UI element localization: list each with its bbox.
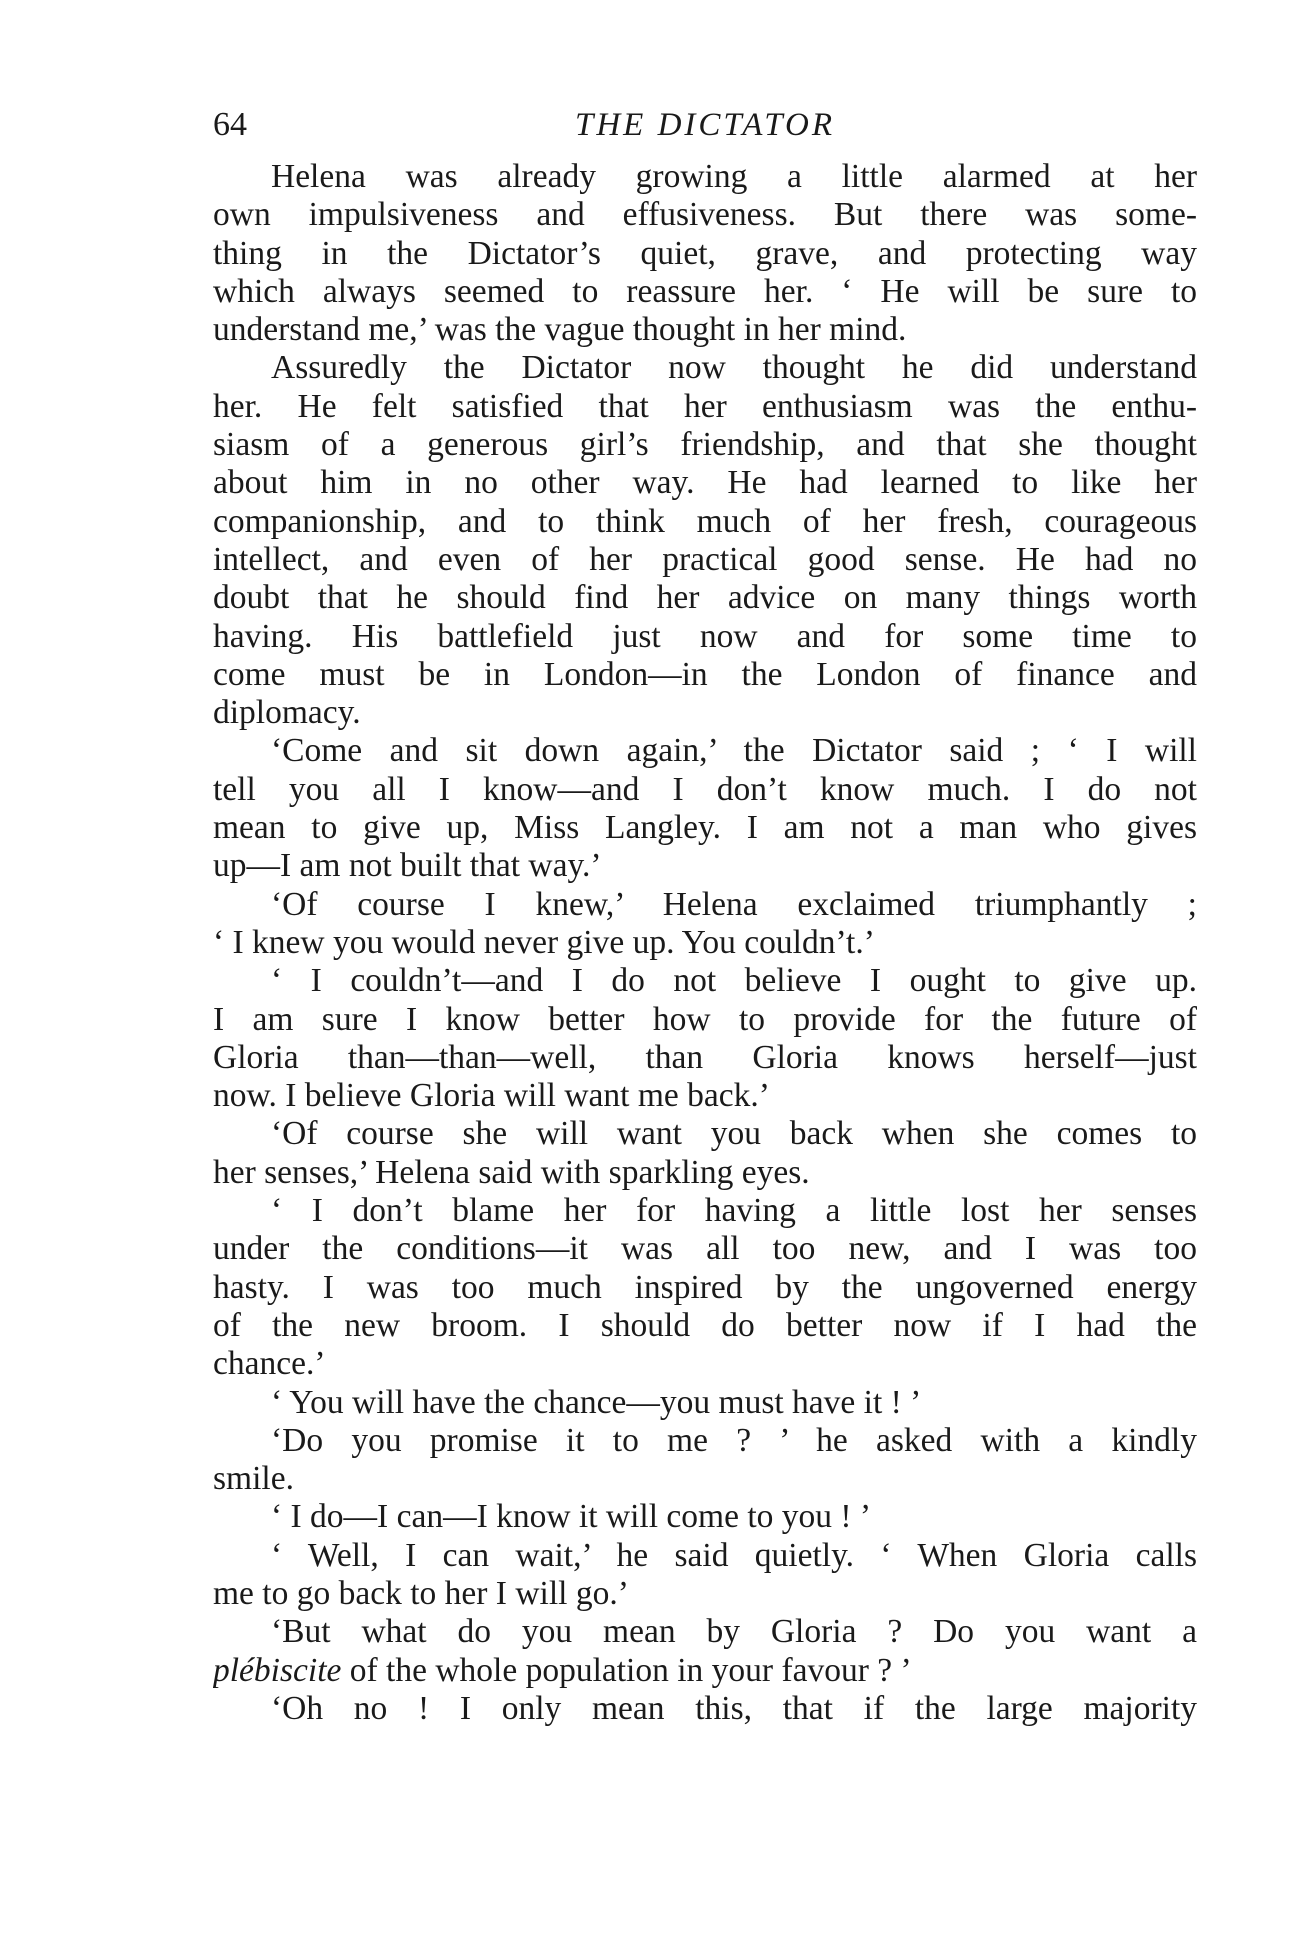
text-line-mixed: [213, 1652, 1197, 1690]
text-line: of the new broom. I should do better now if I had the: [213, 1306, 1197, 1344]
text-line: ‘But what do you mean by Gloria ? Do you want a: [271, 1613, 1197, 1651]
text-line: own impulsiveness and effusiveness. But there was some-: [213, 196, 1197, 234]
text-line: her. He felt satisfied that her enthusiasm was the enthu-: [213, 387, 1197, 425]
text-line: hasty. I was too much inspired by the ungoverned energy: [213, 1268, 1197, 1306]
text-line: doubt that he should find her advice on many things worth: [213, 579, 1197, 617]
text-line: ‘Do you promise it to me ? ’ he asked with a kindly: [271, 1421, 1197, 1459]
text-line: intellect, and even of her practical good sense. He had no: [213, 540, 1197, 578]
text-line: diplomacy.: [213, 694, 361, 732]
running-title: THE DICTATOR: [574, 107, 835, 143]
text-line: me to go back to her I will go.’: [213, 1574, 629, 1612]
text-line: tell you all I know—and I don’t know much. I do not: [213, 770, 1197, 808]
text-line: ‘ I do—I can—I know it will come to you ! ’: [271, 1498, 872, 1536]
text-line: ‘Oh no ! I only mean this, that if the large majority: [271, 1689, 1197, 1727]
text-line: ‘ I don’t blame her for having a little lost her senses: [271, 1192, 1197, 1230]
text-line: which always seemed to reassure her. ‘ He will be sure to: [213, 272, 1197, 310]
text-line: now. I believe Gloria will want me back.’: [213, 1077, 770, 1115]
text-line: smile.: [213, 1460, 294, 1498]
page-header: [213, 100, 1197, 150]
text-line: companionship, and to think much of her fresh, courageous: [213, 502, 1197, 540]
text-line: I am sure I know better how to provide for the future of: [213, 1000, 1197, 1038]
text-line: ‘ I couldn’t—and I do not believe I ought to give up.: [271, 962, 1197, 1000]
page-number: 64: [213, 106, 247, 143]
text-line: under the conditions—it was all too new, and I was too: [213, 1230, 1197, 1268]
text-line: Gloria than—than—well, than Gloria knows herself—just: [213, 1038, 1197, 1076]
text-run: of the whole population in your favour ? ’: [341, 1651, 912, 1689]
text-line: understand me,’ was the vague thought in her mind.: [213, 311, 907, 349]
text-line: chance.’: [213, 1345, 326, 1383]
text-line: come must be in London—in the London of finance and: [213, 655, 1197, 693]
text-line: thing in the Dictator’s quiet, grave, and protecting way: [213, 234, 1197, 272]
text-line: ‘Of course I knew,’ Helena exclaimed triumphantly ;: [271, 885, 1197, 923]
text-line: ‘Of course she will want you back when she comes to: [271, 1115, 1197, 1153]
text-line: siasm of a generous girl’s friendship, and that she thought: [213, 426, 1197, 464]
text-line: having. His battlefield just now and for some time to: [213, 617, 1197, 655]
italic-word: plébiscite: [213, 1651, 342, 1689]
text-line: ‘ You will have the chance—you must have it ! ’: [271, 1383, 922, 1421]
text-line: ‘ Well, I can wait,’ he said quietly. ‘ When Gloria calls: [271, 1536, 1197, 1574]
text-line: mean to give up, Miss Langley. I am not a man who gives: [213, 809, 1197, 847]
text-line: about him in no other way. He had learned to like her: [213, 464, 1197, 502]
text-line: up—I am not built that way.’: [213, 847, 602, 885]
text-line: Assuredly the Dictator now thought he did understand: [271, 349, 1197, 387]
text-line: ‘Come and sit down again,’ the Dictator said ; ‘ I will: [271, 732, 1197, 770]
text-line: her senses,’ Helena said with sparkling eyes.: [213, 1153, 810, 1191]
body-text: [213, 158, 1197, 1728]
text-line: Helena was already growing a little alarmed at her: [271, 158, 1197, 195]
text-line: ‘ I knew you would never give up. You couldn’t.’: [213, 923, 875, 961]
